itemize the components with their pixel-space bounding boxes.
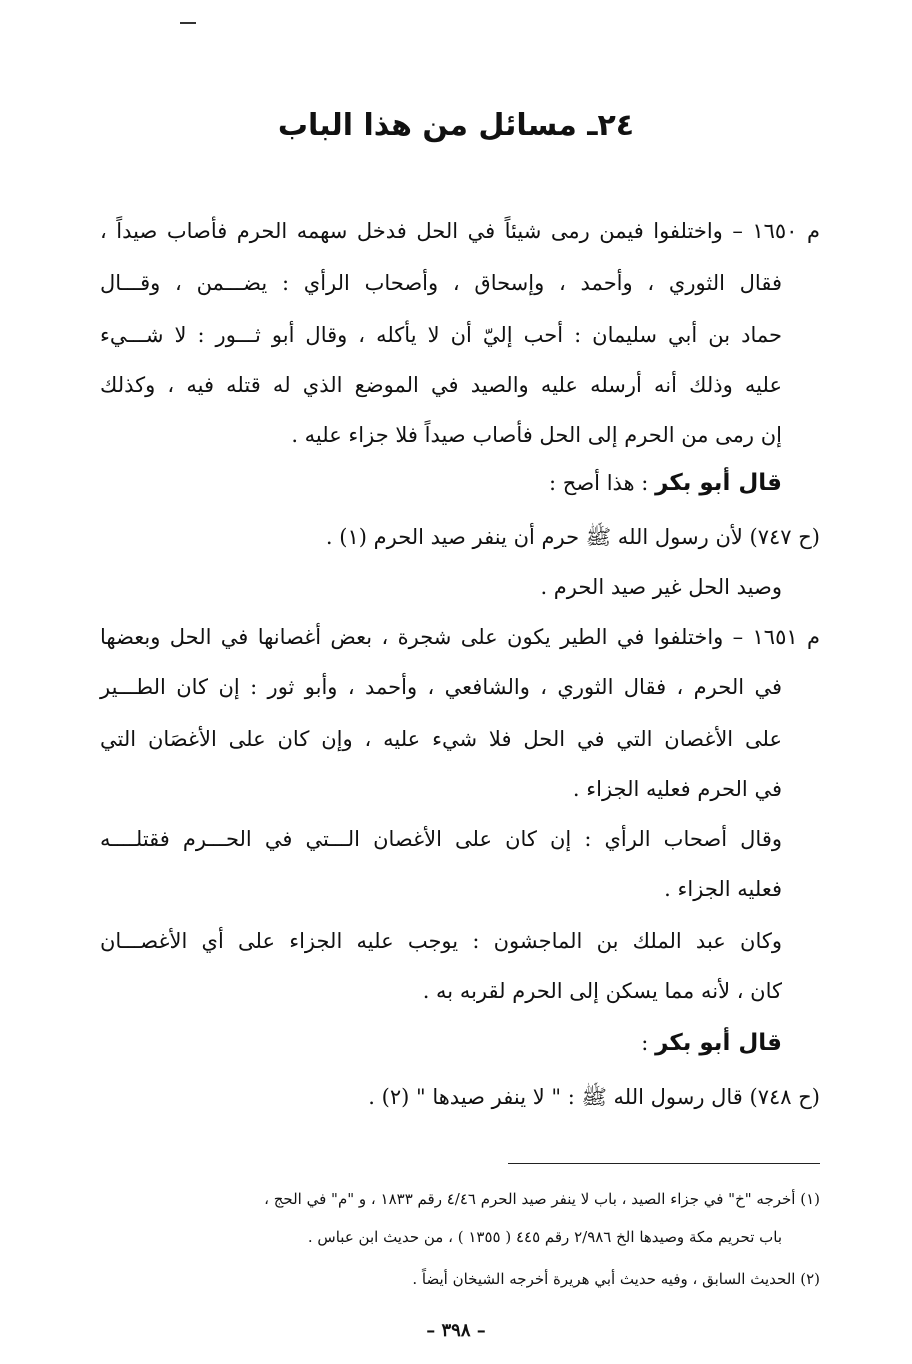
text-line: فعليه الجزاء .: [664, 877, 782, 901]
text-line: في الحرم ، فقال الثوري ، والشافعي ، وأحمد ، وأبو ثور : إن كان الطـــير: [100, 675, 782, 699]
text-line: وصيد الحل غير صيد الحرم .: [540, 575, 782, 599]
section-heading: ٢٤ـ مسائل من هذا الباب: [277, 108, 635, 143]
footnote-1: (١) أخرجه "خ" في جزاء الصيد ، باب لا ينفر صيد الحرم ٤/٤٦ رقم ١٨٣٣ ، و "م" في الحج ،: [264, 1190, 820, 1208]
footnote-2: (٢) الحديث السابق ، وفيه حديث أبي هريرة أخرجه الشيخان أيضاً .: [412, 1270, 820, 1288]
text-line: م ١٦٥٠ – واختلفوا فيمن رمى شيئاً في الحل فدخل سهمه الحرم فأصاب صيداً ،: [100, 219, 820, 243]
text-line: وكان عبد الملك بن الماجشون : يوجب عليه الجزاء على أي الأغصـــان: [100, 929, 782, 953]
text-line: عليه وذلك أنه أرسله عليه والصيد في الموضع الذي له قتله فيه ، وكذلك: [100, 373, 782, 397]
author-remark-lead: قال أبو بكر: [655, 470, 782, 496]
author-remark: [100, 1028, 782, 1058]
hadith-line: (ح ٧٤٨) قال رسول الله ﷺ : " لا ينفر صيدها " (٢) .: [368, 1085, 820, 1109]
text-line: في الحرم فعليه الجزاء .: [572, 777, 782, 801]
text-line: وقال أصحاب الرأي : إن كان على الأغصان الـــتي في الحـــرم فقتلــــه: [100, 827, 782, 851]
text-line: حماد بن أبي سليمان : أحب إليّ أن لا يأكله ، وقال أبو ثـــور : لا شـــيء: [100, 323, 782, 347]
author-remark-text: :: [641, 1031, 656, 1055]
text-line: فقال الثوري ، وأحمد ، وإسحاق ، وأصحاب الرأي : يضـــمن ، وقـــال: [100, 271, 782, 295]
hadith-line: (ح ٧٤٧) لأن رسول الله ﷺ حرم أن ينفر صيد الحرم (١) .: [325, 525, 820, 549]
footnote-1-continued: باب تحريم مكة وصيدها الخ ٢/٩٨٦ رقم ٤٤٥ ( ١٣٥٥ ) ، من حديث ابن عباس .: [307, 1228, 782, 1246]
text-line: على الأغصان التي في الحل فلا شيء عليه ، وإن كان على الأغصَان التي: [100, 727, 782, 751]
page-number: – ٣٩٨ –: [426, 1320, 486, 1341]
author-remark-text: : هذا أصح :: [549, 471, 656, 495]
footnote-divider: [508, 1163, 820, 1164]
top-mark: [180, 22, 196, 24]
text-line: كان ، لأنه مما يسكن إلى الحرم لقربه به .: [422, 979, 782, 1003]
author-remark-lead: قال أبو بكر: [655, 1030, 782, 1056]
text-line: إن رمى من الحرم إلى الحل فأصاب صيداً فلا جزاء عليه .: [291, 423, 782, 447]
text-line: م ١٦٥١ – واختلفوا في الطير يكون على شجرة ، بعض أغصانها في الحل وبعضها: [100, 625, 820, 649]
author-remark: [100, 468, 782, 498]
